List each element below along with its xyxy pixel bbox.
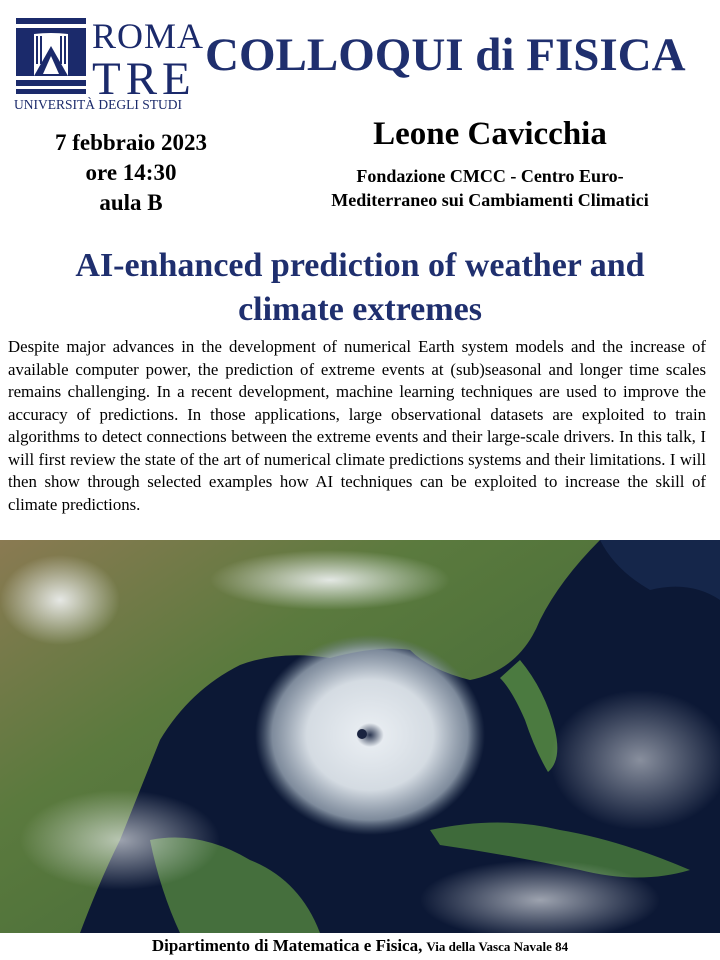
speaker-affiliation bbox=[300, 164, 680, 212]
university-logo bbox=[12, 16, 205, 112]
talk-title-line-1: AI-enhanced prediction of weather and bbox=[75, 247, 645, 284]
series-title: COLLOQUI di FISICA bbox=[205, 29, 686, 81]
speaker-name: Leone Cavicchia bbox=[373, 116, 607, 152]
logo-roma: ROMA bbox=[92, 16, 205, 56]
satellite-photo-illustration bbox=[0, 540, 720, 933]
event-details bbox=[26, 128, 236, 218]
roma-tre-emblem-icon bbox=[12, 16, 90, 96]
talk-title-line-2: climate extremes bbox=[238, 291, 482, 328]
logo-tre: TRE bbox=[92, 53, 196, 105]
department-name: Dipartimento di Matematica e Fisica, bbox=[151, 936, 423, 955]
event-room: aula B bbox=[99, 190, 163, 215]
logo-subtitle: UNIVERSITÀ DEGLI STUDI bbox=[14, 97, 182, 112]
talk-title bbox=[20, 244, 700, 332]
department-address: Via della Vasca Navale 84 bbox=[426, 939, 569, 954]
talk-abstract: Despite major advances in the development of numerical Earth system models and the increase of available computer power, the prediction of extreme events at (sub)seasonal and longer time scales remains challenging. In a recent development, machine learning techniques are used to improve the accuracy of predictions. In those applications, large observational datasets are exploited to train algorithms to detect connections between the extreme events and their large-scale drivers. In this talk, I will first review the state of the art of numerical climate predictions systems and their limitations. I will then show through selected examples how AI techniques can be exploited to increase the skill of climate predictions. bbox=[8, 337, 706, 514]
hurricane-satellite-image bbox=[0, 540, 720, 933]
affiliation-line-1: Fondazione CMCC - Centro Euro- bbox=[356, 166, 624, 186]
affiliation-line-2: Mediterraneo sui Cambiamenti Climatici bbox=[331, 190, 649, 210]
footer bbox=[0, 936, 720, 956]
event-time: ore 14:30 bbox=[85, 160, 177, 185]
event-date: 7 febbraio 2023 bbox=[54, 130, 208, 155]
